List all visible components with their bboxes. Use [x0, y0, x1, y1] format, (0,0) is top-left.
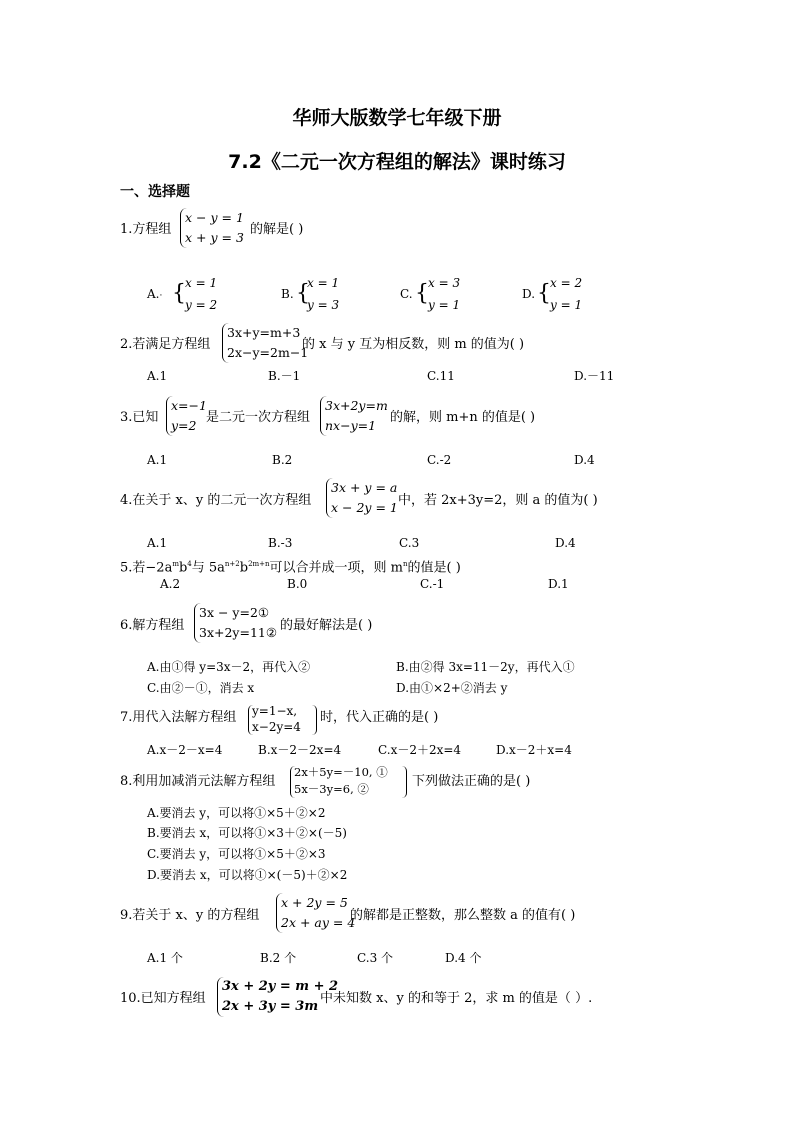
q3-sol2: y=2	[171, 418, 197, 433]
q6-system	[194, 603, 277, 643]
q8-prefix: 8.利用加减消元法解方程组	[120, 774, 276, 789]
q9-option-b: B.2 个	[260, 951, 297, 965]
q1-option-a-brace: {	[172, 281, 186, 306]
q9-prefix: 9.若关于 x、y 的方程组	[120, 908, 260, 923]
q3-system	[320, 396, 388, 436]
q4-option-a: A.1	[147, 536, 168, 550]
q10-eq2: 2x + 3y = 3m	[222, 999, 319, 1014]
q8-option-d: D.要消去 x，可以将①×(－5)＋②×2	[147, 868, 348, 882]
q2-option-c: C.11	[427, 369, 455, 383]
q6-option-d: D.由①×2+②消去 y	[396, 681, 508, 695]
q2-system	[222, 323, 308, 363]
q1-eq1: x − y = 1	[185, 210, 244, 225]
q1-system	[180, 208, 244, 248]
q3-eq1: 3x+2y=m	[325, 398, 388, 413]
q8-eq1: 2x＋5y=－10, ①	[294, 765, 388, 779]
q1-option-b: x = 1 y = 3	[307, 276, 340, 312]
q7-option-a: A.x－2－x=4	[147, 743, 223, 757]
q4-prefix: 4.在关于 x、y 的二元一次方程组	[120, 493, 312, 508]
q3-solution	[166, 396, 207, 436]
q6-option-c: C.由②－①，消去 x	[147, 681, 255, 695]
q7-eq2: x−2y=4	[252, 720, 301, 734]
section-heading: 一、选择题	[120, 184, 190, 200]
q8-eq2: 5x－3y=6, ②	[294, 782, 369, 796]
q9-system	[276, 893, 355, 933]
q6-prefix: 6.解方程组	[120, 618, 185, 633]
q2-eq1: 3x+y=m+3	[227, 325, 301, 340]
q3-middle: 是二元一次方程组	[206, 410, 311, 425]
q2-option-b: B.－1	[268, 369, 301, 383]
q3-option-d: D.4	[574, 453, 595, 467]
q2-prefix: 2.若满足方程组	[120, 337, 211, 352]
q1-option-a: x = 1 y = 2	[185, 276, 218, 312]
q4-option-b: B.-3	[268, 536, 293, 550]
q3-sol1: x=−1	[171, 398, 207, 413]
q4-eq1: 3x + y = a	[331, 480, 398, 495]
q1-option-c: x = 3 y = 1	[428, 276, 461, 312]
q3-prefix: 3.已知	[120, 410, 159, 425]
q9-eq2: 2x + ay = 4	[281, 915, 356, 930]
q5-option-d: D.1	[548, 577, 569, 591]
q1-option-d: x = 2 y = 1	[550, 276, 583, 312]
q8-right-paren	[402, 766, 407, 798]
q9-option-c: C.3 个	[357, 951, 394, 965]
q1-option-b-label: B.	[281, 287, 294, 301]
q7-prefix: 7.用代入法解方程组	[120, 710, 237, 725]
q9-option-d: D.4 个	[445, 951, 482, 965]
q1-eq2: x + y = 3	[185, 230, 244, 245]
q1-option-a-label: A.·	[147, 287, 163, 301]
q1-option-b-brace: {	[296, 281, 310, 306]
q7-suffix: 时，代入正确的是( )	[320, 710, 439, 725]
q1-prefix: 1.方程组	[120, 222, 172, 237]
q7-option-d: D.x－2＋x=4	[496, 743, 572, 757]
q5-option-b: B.0	[287, 577, 308, 591]
q3-option-c: C.-2	[427, 453, 452, 467]
q4-system	[326, 478, 398, 518]
q7-option-b: B.x－2－2x=4	[258, 743, 342, 757]
q3-option-a: A.1	[147, 453, 168, 467]
q8-suffix: 下列做法正确的是( )	[412, 774, 531, 789]
q1-option-d-brace: {	[537, 281, 551, 306]
q7-right-paren	[312, 705, 317, 735]
q8-option-a: A.要消去 y，可以将①×5＋②×2	[147, 806, 326, 820]
q5-option-a: A.2	[160, 577, 181, 591]
q3-option-b: B.2	[272, 453, 293, 467]
q2-option-a: A.1	[147, 369, 168, 383]
document-subtitle: 7.2《二元一次方程组的解法》课时练习	[228, 151, 566, 173]
q7-system	[252, 703, 301, 735]
q2-eq2: 2x−y=2m−1	[227, 345, 309, 360]
q4-eq2: x − 2y = 1	[331, 500, 398, 515]
q6-eq2: 3x+2y=11②	[199, 625, 278, 640]
q8-option-c: C.要消去 y，可以将①×5＋②×3	[147, 847, 326, 861]
q8-option-b: B.要消去 x，可以将①×3＋②×(－5)	[147, 826, 347, 840]
q1-option-c-brace: {	[415, 281, 429, 306]
q8-system	[294, 764, 388, 798]
q1-option-c-label: C.	[400, 287, 413, 301]
q9-suffix: 的解都是正整数，那么整数 a 的值有( )	[350, 908, 576, 923]
q10-eq1: 3x + 2y = m + 2	[222, 979, 339, 994]
q1-suffix: 的解是( )	[250, 222, 304, 237]
q9-eq1: x + 2y = 5	[281, 895, 348, 910]
q6-eq1: 3x − y=2①	[199, 605, 270, 620]
q5-text: 5.若$-2a^mb^4$与 $5a^{n+2}b^{2m+n}$可以合并成一项，则 $m^n$的值是( )	[120, 560, 461, 576]
q7-option-c: C.x－2＋2x=4	[378, 743, 462, 757]
q2-suffix: 的 x 与 y 互为相反数，则 m 的值为( )	[302, 337, 525, 352]
q10-suffix: 中未知数 x、y 的和等于 2，求 m 的值是（ ）.	[320, 991, 593, 1006]
q5-option-c: C.-1	[420, 577, 445, 591]
q6-option-a: A.由①得 y=3x－2，再代入②	[147, 660, 311, 674]
q7-eq1: y=1−x,	[252, 704, 298, 718]
q6-suffix: 的最好解法是( )	[280, 618, 373, 633]
q3-eq2: nx−y=1	[325, 418, 377, 433]
q4-option-c: C.3	[399, 536, 420, 550]
q4-option-d: D.4	[555, 536, 576, 550]
q2-option-d: D.－11	[574, 369, 615, 383]
q9-option-a: A.1 个	[147, 951, 183, 965]
document-title: 华师大版数学七年级下册	[292, 107, 502, 129]
q3-suffix: 的解，则 m+n 的值是( )	[390, 410, 536, 425]
q6-option-b: B.由②得 3x=11－2y，再代入①	[396, 660, 575, 674]
q10-prefix: 10.已知方程组	[120, 991, 206, 1006]
q1-option-d-label: D.	[522, 287, 536, 301]
q4-suffix: 中，若 2x+3y=2，则 a 的值为( )	[398, 493, 598, 508]
